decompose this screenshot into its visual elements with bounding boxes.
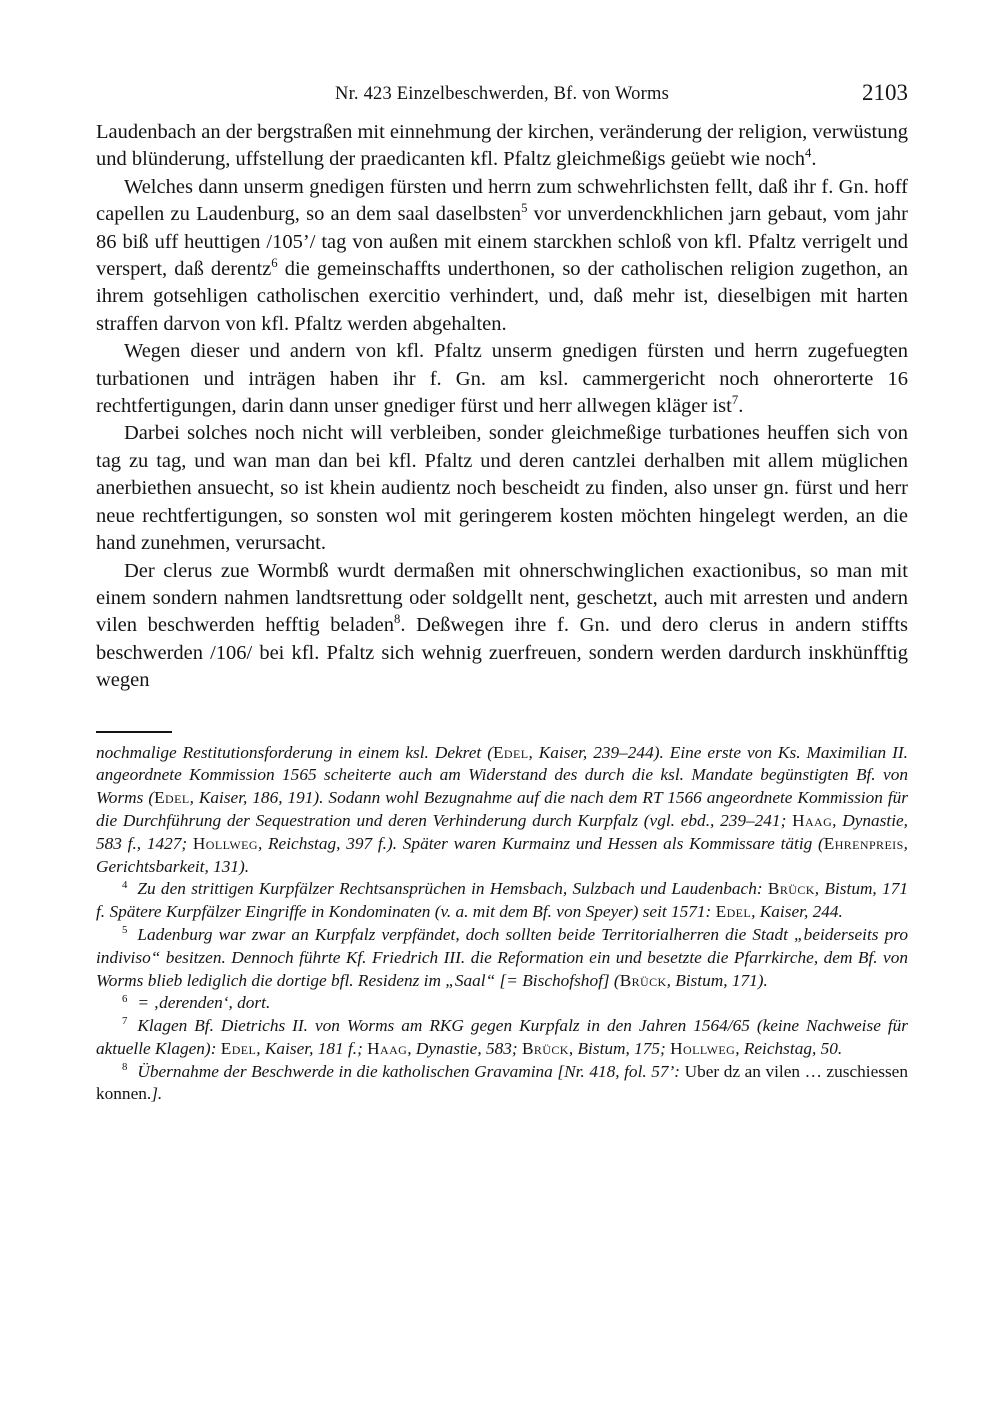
footnote-8: $^8$ Übernahme der Beschwerde in die katholischen Gravamina [Nr. 418, fol. 57’: Uber dz an vilen … zuschiessen konnen.]. [96, 1060, 908, 1104]
footnote-7: $^7$ Klagen Bf. Dietrichs II. von Worms am RKG gegen Kurpfalz in den Jahren 1564/65 (keine Nachweise für aktuelle Klagen): Edel, Kaiser, 181 f.; Haag, Dynastie, 583; Brück, Bistum, 175; Hollweg, Reichstag, 50. [96, 1015, 908, 1058]
footnote-number: 5 [122, 924, 128, 937]
body-paragraphs [96, 119, 908, 695]
paragraph: Welches dann unserm gnedigen fürsten und herrn zum schwehrlichsten fellt, daß ihr f. Gn. hoff capellen zu Laudenburg, so an dem saal daselbsten$^5$ vor unverdenckhlichen jarn gebaut, vom jahr 86 biß uff heuttigen /105’/ tag von außen mit einem starckhen schloß von kfl. Pfaltz verrigelt und verspert, daß derentz$^6$ die gemeinschaffts underthonen, so der catholischen religion zugethon, an ihrem gotsehligen catholischen exercitio verhindert, und, daß mehr ist, dieselbigen mit harten straffen darvon von kfl. Pfaltz werden abgehalten. [96, 175, 908, 335]
footnote-reference: 7 [731, 393, 739, 408]
footnote-number: 4 [122, 878, 128, 891]
footnote-continuation: nochmalige Restitutionsforderung in einem ksl. Dekret (Edel, Kaiser, 239–244). Eine erste von Ks. Maximilian II. angeordnete Kommission 1565 scheiterte auch am Widerstand des durch die ksl. Mandate begünstigten Bf. von Worms (Edel, Kaiser, 186, 191). Sodann wohl Bezugnahme auf die nach dem RT 1566 angeordnete Kommission für die Durchführung der Sequestration und deren Verhinderung durch Kurpfalz (vgl. ebd., 239–241; Haag, Dynastie, 583 f., 1427; Hollweg, Reichstag, 397 f.). Später waren Kurmainz und Hessen als Kommissare tätig (Ehrenpreis, Gerichtsbarkeit, 131). [96, 742, 908, 876]
paragraph: Wegen dieser und andern von kfl. Pfaltz unserm gnedigen fürsten und herrn zugefuegten turbationen und inträgen haben ihr f. Gn. am ksl. cammergericht noch ohnerorterte 16 rechtfertigungen, darin dann unser gnediger fürst und herr allwegen kläger ist$^7$. [96, 340, 908, 418]
paragraph: Laudenbach an der bergstraßen mit einnehmung der kirchen, veränderung der religion, verwüstung und blünderung, uffstellung der praedicanten kfl. Pfaltz gleichmeßigs geüebt wie noch$^4$. [96, 121, 908, 171]
footnote-reference: 8 [394, 612, 401, 627]
footnote-5: $^5$ Ladenburg war zwar an Kurpfalz verpfändet, doch sollten beide Territorialherren die Stadt „beiderseits pro indiviso“ besitzen. Dennoch führte Kf. Friedrich III. die Reformation ein und besetzte die Pfarrkirche, dem Bf. von Worms blieb lediglich die dortige bfl. Residenz im „Saal“ [= Bischofshof] (Brück, Bistum, 171). [96, 924, 908, 990]
footnote-reference: 6 [271, 256, 278, 271]
footnote-reference: 4 [804, 146, 812, 161]
running-header [96, 80, 908, 110]
footnote-number: 8 [122, 1060, 128, 1073]
footnote-separator [96, 731, 172, 733]
footnote-reference: 5 [521, 201, 528, 216]
footnote-6: $^6$ = ‚derenden‘, dort. [122, 992, 271, 1013]
footnote-number: 7 [122, 1015, 128, 1028]
paragraph: Der clerus zue Wormbß wurdt dermaßen mit ohnerschwinglichen exactionibus, so man mit einem sondern nahmen landtsrettung oder soldgellt nent, geschetzt, auch mit arresten und andern vilen beschwerden hefftig beladen$^8$. Deßwegen ihre f. Gn. und dero clerus in andern stiffts beschwerden /106/ bei kfl. Pfaltz sich wehnig zuerfreuen, sondern werden dardurch inskhünfftig wegen [96, 559, 908, 692]
footnotes [96, 742, 908, 1107]
footnote-number: 6 [122, 992, 128, 1005]
page-number: 2103 [862, 80, 908, 105]
footnote-4: $^4$ Zu den strittigen Kurpfälzer Rechtsansprüchen in Hemsbach, Sulzbach und Laudenbach: Brück, Bistum, 171 f. Spätere Kurpfälzer Eingriffe in Kondominaten (v. a. mit dem Bf. von Speyer) seit 1571: Edel, Kaiser, 244. [96, 878, 908, 922]
running-header-title: Nr. 423 Einzelbeschwerden, Bf. von Worms [335, 84, 669, 104]
paragraph: Darbei solches noch nicht will verbleiben, sonder gleichmeßige turbationes heuffen sich von tag zu tag, und wan man dan bei kfl. Pfaltz und deren cantzlei derhalben mit allem müglichen anerbiethen ansuecht, so ist khein audientz noch bescheidt zu finden, also unser gn. fürst und herr neue rechtfertigungen, so sonsten wol mit geringerem kosten möchten hingelegt werden, an die hand zunehmen, verursacht. [96, 422, 908, 555]
page-content [96, 80, 908, 1106]
